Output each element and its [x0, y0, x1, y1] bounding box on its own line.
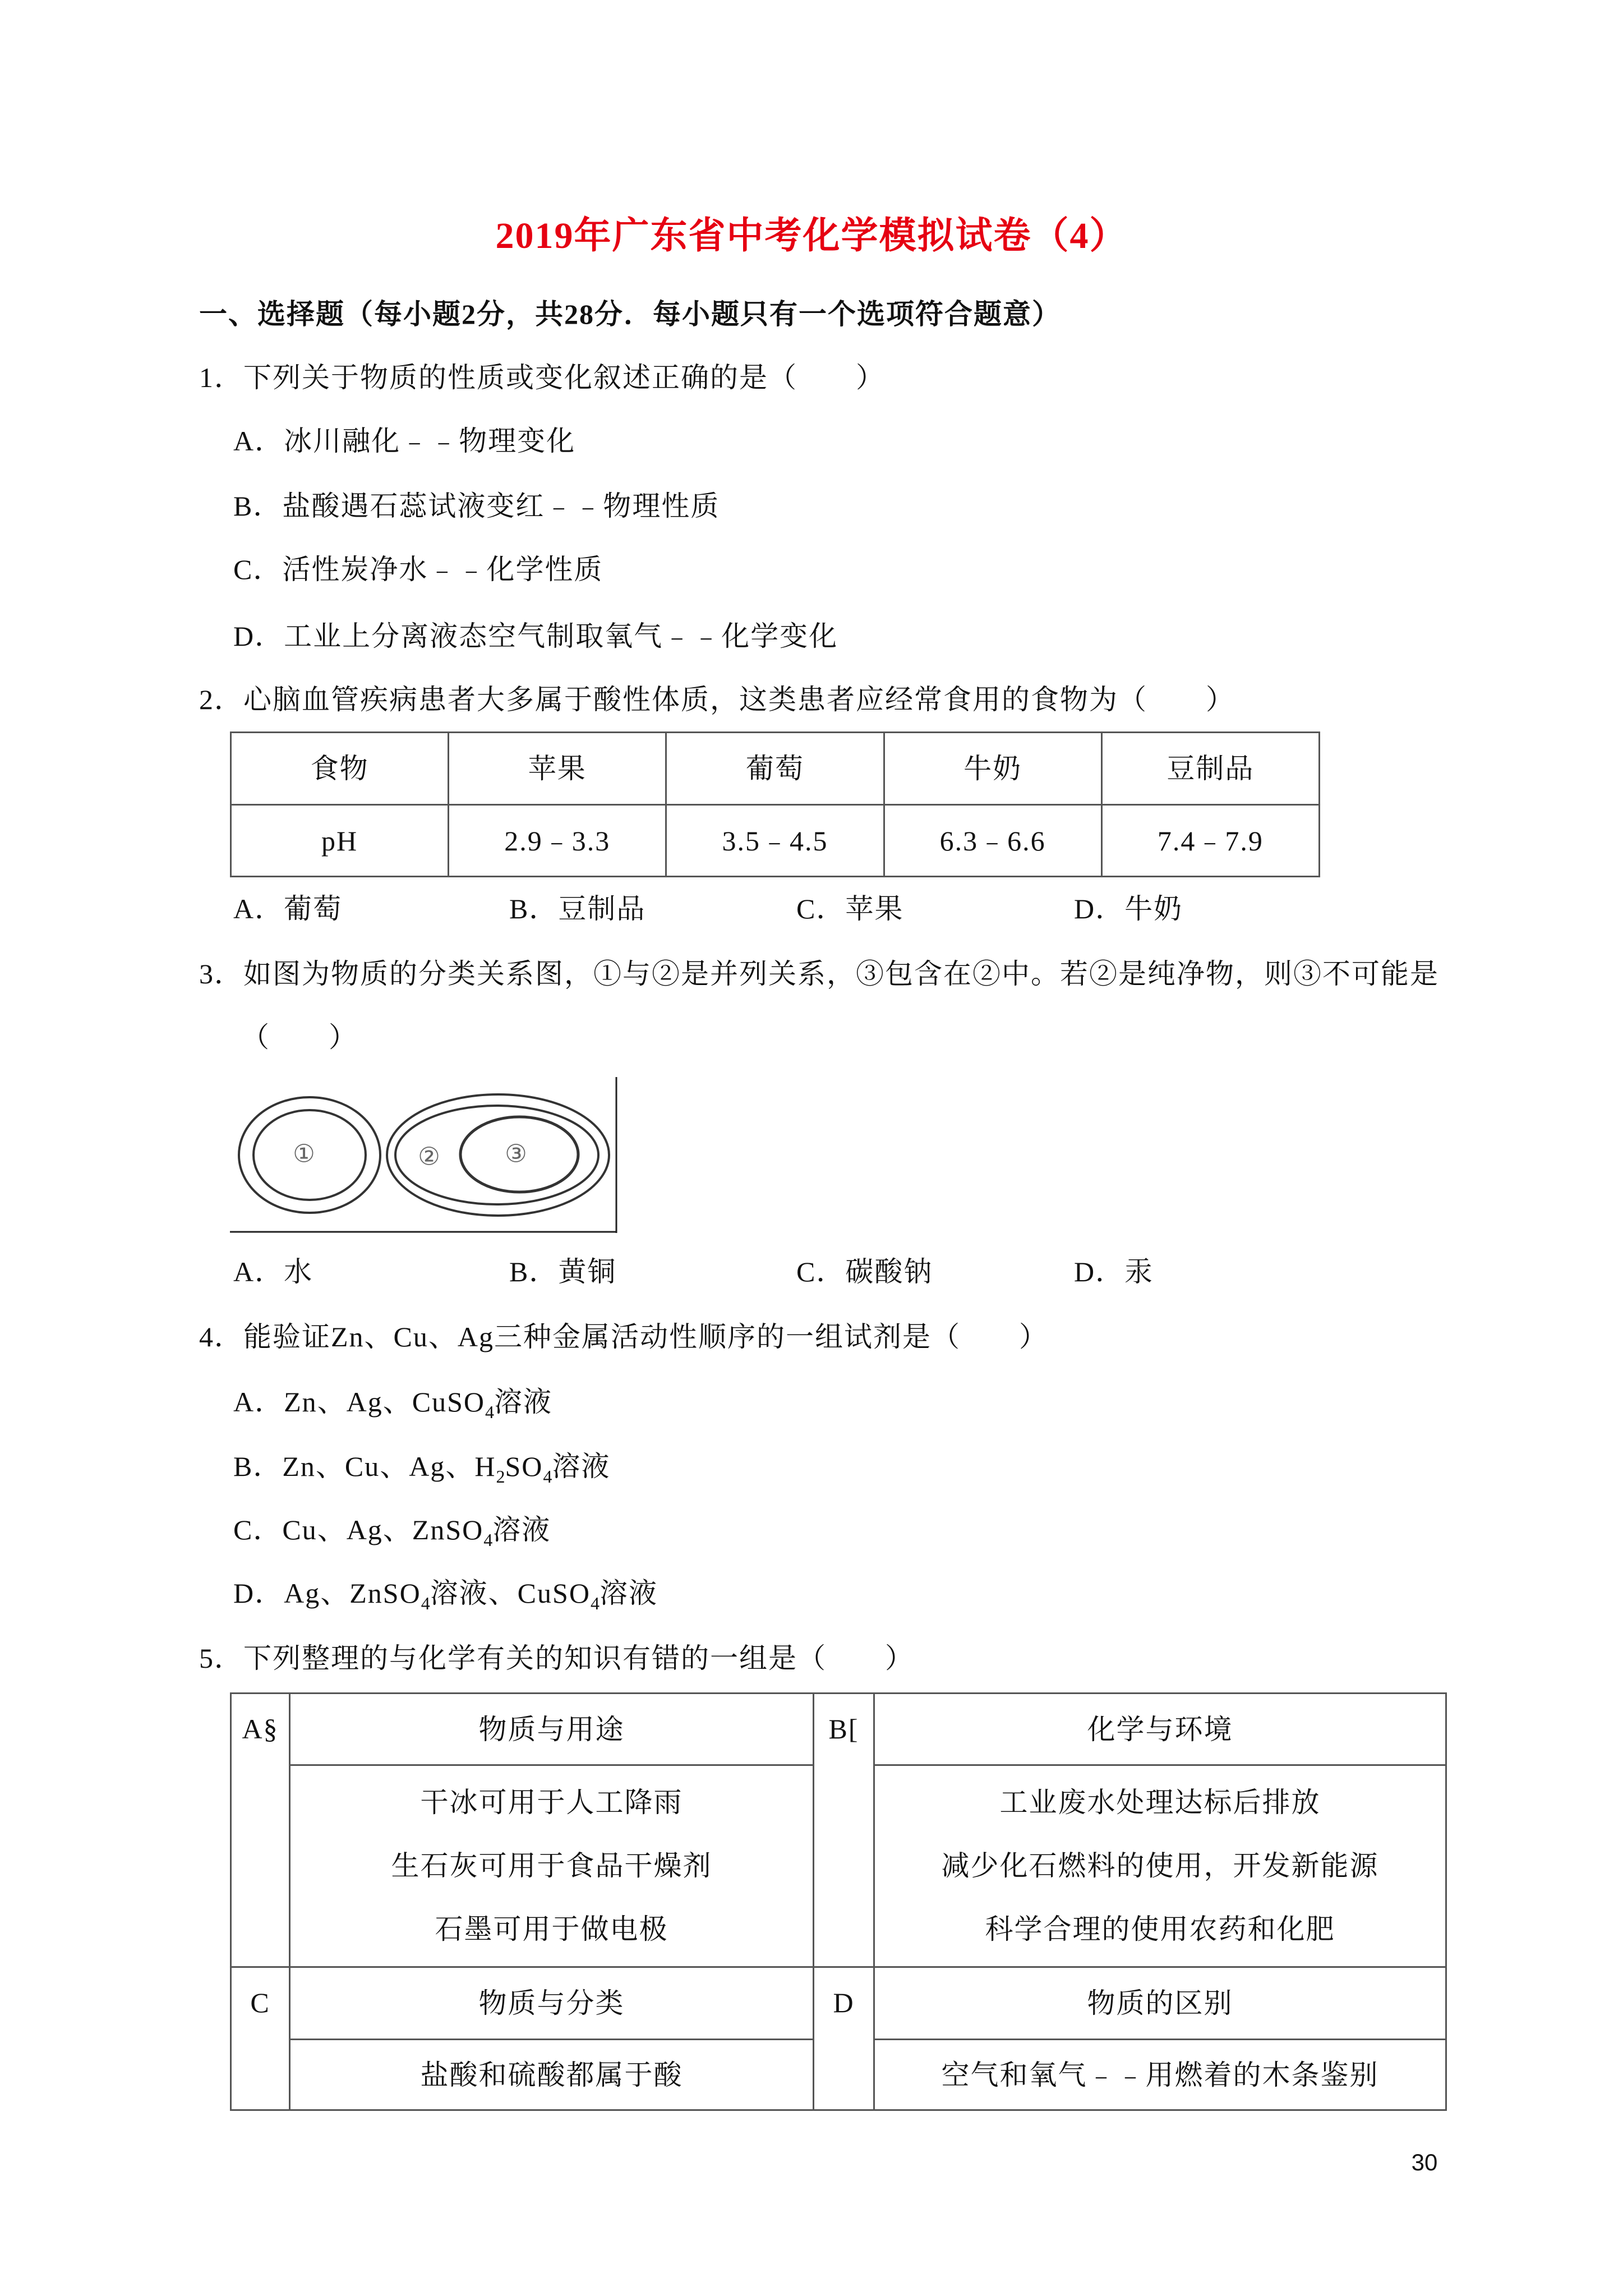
question-3-answer-blank: （ ） — [241, 1022, 358, 1053]
question-2-option-b: B．豆制品 — [509, 893, 646, 924]
group-d-heading: 物质的区别 — [874, 1967, 1446, 2040]
question-1-option-d: D．工业上分离液态空气制取氧气﹣﹣化学变化 — [233, 620, 838, 652]
option-text-segment: SO — [505, 1451, 543, 1482]
question-4-stem: 4．能验证Zn、Cu、Ag三种金属活动性顺序的一组试剂是（ ） — [199, 1321, 1048, 1352]
option-text-segment: A．Zn、Ag、CuSO — [233, 1386, 486, 1418]
knowledge-table — [230, 1692, 1447, 2111]
table-row — [231, 1694, 1446, 1765]
ph-value-cell: 3.5﹣4.5 — [666, 805, 884, 877]
group-b-heading: 化学与环境 — [874, 1694, 1446, 1765]
subscript-digit: 4 — [590, 1593, 600, 1613]
subscript-digit: 4 — [421, 1593, 430, 1613]
question-1-option-a: A．冰川融化﹣﹣物理变化 — [233, 425, 576, 457]
food-header-cell: 豆制品 — [1101, 733, 1319, 805]
group-c-heading: 物质与分类 — [290, 1967, 814, 2040]
subscript-digit: 4 — [543, 1466, 552, 1487]
question-4-option-d — [233, 1579, 658, 1611]
question-3-option-a: A．水 — [233, 1256, 313, 1287]
group-a-item: 石墨可用于做电极 — [435, 1913, 668, 1945]
option-text-segment: 溶液 — [494, 1386, 553, 1418]
page-number: 30 — [1411, 2149, 1438, 2175]
group-a-item: 干冰可用于人工降雨 — [420, 1787, 683, 1818]
option-text-segment: 溶液、CuSO — [430, 1577, 591, 1609]
food-ph-value-row — [231, 805, 1320, 877]
option-text-segment: C．Cu、Ag、ZnSO — [233, 1514, 484, 1545]
question-3-option-b: B．黄铜 — [509, 1256, 617, 1287]
group-c-label: C — [231, 1967, 290, 2110]
group-b-item: 工业废水处理达标后排放 — [999, 1787, 1321, 1818]
question-1-option-b: B．盐酸遇石蕊试液变红﹣﹣物理性质 — [233, 490, 720, 522]
food-header-cell: 苹果 — [449, 733, 666, 805]
question-2-stem: 2．心脑血管疾病患者大多属于酸性体质，这类患者应经常食用的食物为（ ） — [199, 684, 1235, 715]
question-4-option-c — [233, 1514, 551, 1550]
group-a-item: 生石灰可用于食品干燥剂 — [391, 1850, 712, 1881]
food-header-cell: 食物 — [231, 733, 449, 805]
food-ph-header-row — [231, 733, 1320, 805]
group-a-label: A§ — [231, 1694, 290, 1967]
option-text-segment: B．Zn、Cu、Ag、H — [233, 1451, 496, 1482]
question-3-option-d: D．汞 — [1074, 1256, 1154, 1287]
question-4-option-b — [233, 1451, 611, 1487]
food-header-cell: 葡萄 — [666, 733, 884, 805]
group-a-items — [290, 1765, 814, 1967]
group-d-label: D — [814, 1967, 874, 2110]
question-3-stem: 3．如图为物质的分类关系图，①与②是并列关系，③包含在②中。若②是纯净物，则③不可能是 — [199, 958, 1439, 990]
question-5-stem: 5．下列整理的与化学有关的知识有错的一组是（ ） — [199, 1642, 914, 1674]
question-2-option-c: C．苹果 — [796, 893, 904, 924]
ph-value-cell: 2.9﹣3.3 — [449, 805, 666, 877]
group-b-label: B[ — [814, 1694, 874, 1967]
ph-value-cell: 6.3﹣6.6 — [884, 805, 1101, 877]
option-text-segment: 溶液 — [599, 1577, 658, 1609]
question-4-option-a — [233, 1386, 553, 1422]
group-b-item: 科学合理的使用农药和化肥 — [985, 1913, 1335, 1945]
option-text-segment: 溶液 — [492, 1514, 551, 1545]
diagram-label-2: ② — [418, 1142, 440, 1171]
question-2-option-d: D．牛奶 — [1074, 893, 1183, 924]
group-a-heading: 物质与用途 — [290, 1694, 814, 1765]
diagram-label-3: ③ — [505, 1139, 527, 1168]
group-b-items — [874, 1765, 1446, 1967]
group-c-item: 盐酸和硫酸都属于酸 — [290, 2040, 814, 2110]
question-1-option-c: C．活性炭净水﹣﹣化学性质 — [233, 554, 603, 585]
table-row — [231, 1967, 1446, 2040]
option-text-segment: D．Ag、ZnSO — [233, 1577, 421, 1609]
section-heading: 一、选择题（每小题2分，共28分．每小题只有一个选项符合题意） — [199, 298, 1061, 330]
classification-diagram — [224, 1066, 628, 1240]
food-header-cell: 牛奶 — [884, 733, 1101, 805]
ph-value-cell: pH — [231, 805, 449, 877]
question-3-option-c: C．碳酸钠 — [796, 1256, 933, 1287]
option-text-segment: 溶液 — [552, 1451, 611, 1482]
group-b-item: 减少化石燃料的使用，开发新能源 — [941, 1850, 1379, 1881]
subscript-digit: 4 — [485, 1402, 495, 1422]
question-2-option-a: A．葡萄 — [233, 893, 343, 924]
group-d-item: 空气和氧气﹣﹣用燃着的木条鉴别 — [874, 2040, 1446, 2110]
ph-value-cell: 7.4﹣7.9 — [1101, 805, 1319, 877]
question-1-stem: 1．下列关于物质的性质或变化叙述正确的是（ ） — [199, 362, 885, 393]
diagram-label-1: ① — [293, 1139, 315, 1168]
exam-title: 2019年广东省中考化学模拟试卷（4） — [495, 215, 1128, 256]
food-ph-table — [230, 731, 1320, 877]
subscript-digit: 2 — [496, 1466, 505, 1487]
subscript-digit: 4 — [483, 1530, 493, 1550]
